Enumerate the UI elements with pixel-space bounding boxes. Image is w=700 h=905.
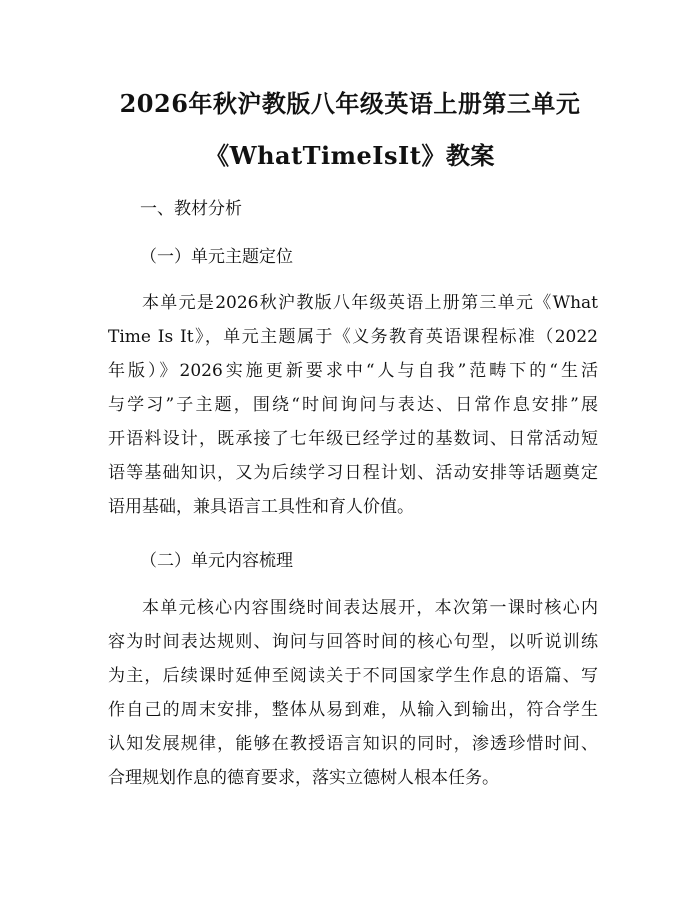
- paragraph-line: Time Is It》，单元主题属于《义务教育英语课程标准（2022: [108, 327, 598, 347]
- paragraph-line: 开语料设计，既承接了七年级已经学过的基数词、日常活动短: [108, 429, 598, 449]
- paragraph-unit-content: [108, 591, 598, 795]
- document-title-line-2: 《WhatTimeIsIt》教案: [205, 141, 495, 170]
- paragraph-line: 本单元核心内容围绕时间表达展开，本次第一课时核心内: [142, 598, 598, 618]
- paragraph-line: 本单元是2026秋沪教版八年级英语上册第三单元《What: [142, 293, 598, 313]
- paragraph-line: 作自己的周末安排，整体从易到难，从输入到输出，符合学生: [108, 700, 598, 720]
- subsection-heading-unit-theme: （一）单元主题定位: [140, 247, 293, 267]
- paragraph-unit-theme: [108, 286, 598, 524]
- document-title-line-1: 2026年秋沪教版八年级英语上册第三单元: [119, 89, 581, 118]
- paragraph-line: 年版）》2026实施更新要求中“人与自我”范畴下的“生活: [108, 361, 598, 381]
- paragraph-line: 语用基础，兼具语言工具性和育人价值。: [108, 497, 414, 517]
- paragraph-line: 容为时间表达规则、询问与回答时间的核心句型，以听说训练: [108, 632, 598, 652]
- paragraph-line: 语等基础知识，又为后续学习日程计划、活动安排等话题奠定: [108, 463, 598, 483]
- paragraph-line: 与学习”子主题，围绕“时间询问与表达、日常作息安排”展: [108, 395, 598, 415]
- paragraph-line: 认知发展规律，能够在教授语言知识的同时，渗透珍惜时间、: [108, 734, 598, 754]
- section-heading-textbook-analysis: 一、教材分析: [140, 199, 242, 219]
- paragraph-line: 合理规划作息的德育要求，落实立德树人根本任务。: [108, 768, 499, 788]
- paragraph-line: 为主，后续课时延伸至阅读关于不同国家学生作息的语篇、写: [108, 666, 598, 686]
- subsection-heading-unit-content: （二）单元内容梳理: [140, 551, 293, 571]
